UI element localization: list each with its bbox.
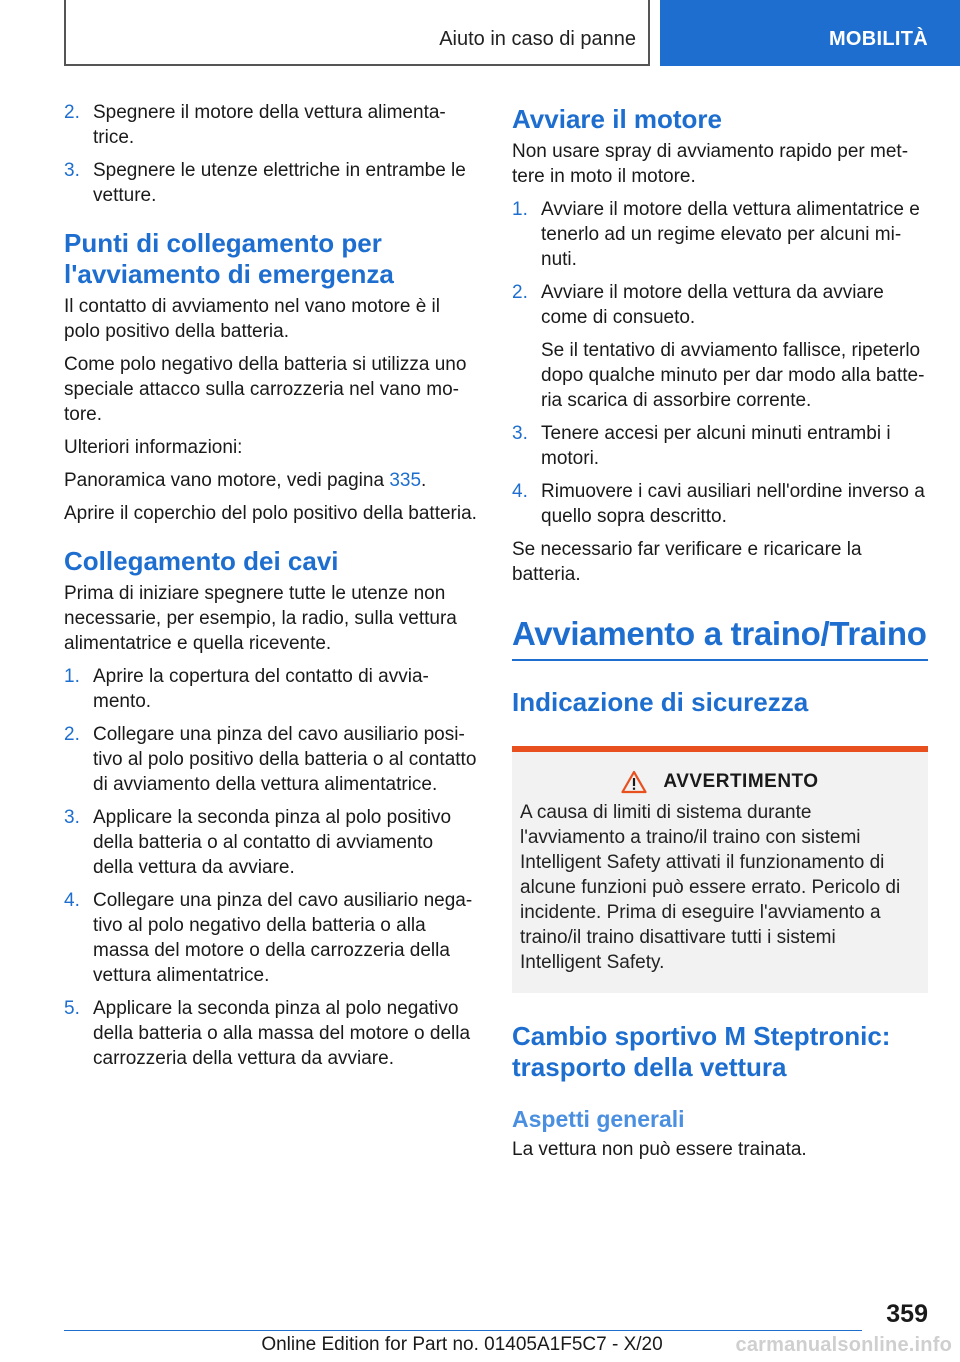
step-number: 3.	[64, 807, 80, 828]
paragraph: Aprire il coperchio del polo positivo della batteria.	[64, 503, 477, 524]
header-section-title: Aiuto in caso di panne	[439, 28, 636, 50]
cables-steps-list	[64, 664, 478, 1071]
list-item	[64, 888, 478, 988]
footer-divider	[64, 1330, 862, 1331]
step-extra-text: Se il tentativo di avviamento fallisce, ripeterlo dopo qualche minuto per dar modo alla batteria scarica di assorbire corrente.	[541, 340, 925, 411]
cables-heading: Collegamento dei cavi	[64, 546, 339, 576]
list-item	[512, 280, 928, 413]
step-text: Applicare la seconda pinza al polo negativo della batteria o alla massa del motore o della carrozzeria della vettura da avviare.	[93, 998, 471, 1069]
step-number: 5.	[64, 998, 80, 1019]
page-number: 359	[886, 1300, 928, 1328]
list-item	[64, 664, 478, 714]
right-column	[512, 100, 928, 1170]
general-heading: Aspetti generali	[512, 1106, 685, 1132]
towing-heading: Avviamento a traino/Traino	[512, 613, 928, 661]
step-number: 4.	[512, 481, 528, 502]
list-item	[64, 996, 478, 1071]
list-item	[512, 479, 928, 529]
list-item	[512, 421, 928, 471]
paragraph-text: .	[421, 470, 427, 491]
step-number: 3.	[512, 423, 528, 444]
warning-header	[520, 770, 920, 794]
paragraph: La vettura non può essere trainata.	[512, 1139, 807, 1160]
step-number: 1.	[64, 666, 80, 687]
paragraph: Ulteriori informazioni:	[64, 437, 243, 458]
step-number: 2.	[512, 282, 528, 303]
paragraph: Non usare spray di avviamento rapido per mettere in moto il motore.	[512, 141, 909, 187]
step-number: 2.	[64, 724, 80, 745]
step-text: Spegnere le utenze elettriche in entrambe le vetture.	[93, 160, 466, 206]
header-chapter-tab	[660, 0, 960, 66]
step-text: Aprire la copertura del contatto di avviamento.	[93, 666, 429, 712]
warning-box	[512, 746, 928, 993]
list-item	[64, 722, 478, 797]
step-number: 2.	[64, 102, 80, 123]
step-number: 1.	[512, 199, 528, 220]
step-text: Spegnere il motore della vettura alimentatrice.	[93, 102, 446, 148]
list-item	[512, 197, 928, 272]
paragraph: Il contatto di avviamento nel vano motore è il polo positivo della batteria.	[64, 296, 440, 342]
step-text: Rimuovere i cavi ausiliari nell'ordine inverso a quello sopra descritto.	[541, 481, 925, 527]
start-engine-heading: Avviare il motore	[512, 104, 723, 134]
warning-triangle-icon	[621, 770, 647, 794]
start-engine-steps-list	[512, 197, 928, 529]
footer-edition: Online Edition for Part no. 01405A1F5C7 - X/20	[261, 1334, 663, 1355]
step-number: 3.	[64, 160, 80, 181]
step-text: Applicare la seconda pinza al polo positivo della batteria o al contatto di avviamento della vettura da avviare.	[93, 807, 452, 878]
warning-text: A causa di limiti di sistema durante l'avviamento a traino/il traino con sistemi Intelligent Safety attivati il funzionamento di alcune funzioni può essere errato. Pericolo di incidente. Prima di eseguire l'avviamento a traino/il traino disattivare tutti i sistemi Intelligent Safety.	[520, 802, 901, 973]
list-item	[64, 158, 478, 208]
step-text: Collegare una pinza del cavo ausiliario negativo al polo negativo della batteria o alla massa del motore o della carrozzeria della vettura alimentatrice.	[93, 890, 473, 986]
step-text: Collegare una pinza del cavo ausiliario positivo al polo positivo della batteria o al contatto di avviamento della vettura alimentatrice.	[93, 724, 477, 795]
list-item	[64, 100, 478, 150]
step-text: Tenere accesi per alcuni minuti entrambi i motori.	[541, 423, 891, 469]
paragraph: Come polo negativo della batteria si utilizza uno speciale attacco sulla carrozzeria nel vano motore.	[64, 354, 467, 425]
header-chapter-title: MOBILITÀ	[828, 28, 928, 50]
step-text: Avviare il motore della vettura da avviare come di consueto.	[541, 282, 884, 328]
watermark: carmanualsonline.info	[735, 1334, 952, 1356]
intro-steps-list	[64, 100, 478, 208]
header-section-box	[64, 0, 650, 66]
left-column	[64, 100, 478, 1079]
page-reference-link[interactable]: 335	[389, 470, 422, 491]
jump-points-heading: Punti di collegamento per l'avviamento di emergenza	[64, 228, 394, 289]
safety-heading: Indicazione di sicurezza	[512, 687, 809, 717]
warning-title: AVVERTIMENTO	[663, 771, 819, 792]
step-body	[541, 280, 928, 413]
list-item	[64, 805, 478, 880]
paragraph-text: Panoramica vano motore, vedi pagina	[64, 470, 390, 491]
step-number: 4.	[64, 890, 80, 911]
step-text: Avviare il motore della vettura alimentatrice e tenerlo ad un regime elevato per alcuni minuti.	[541, 199, 920, 270]
paragraph	[64, 468, 478, 493]
transport-heading: Cambio sportivo M Steptronic: trasporto della vettura	[512, 1021, 891, 1082]
paragraph: Se necessario far verificare e ricaricare la batteria.	[512, 539, 862, 585]
paragraph: Prima di iniziare spegnere tutte le utenze non necessarie, per esempio, la radio, sulla vettura alimentatrice e quella ricevente.	[64, 583, 457, 654]
